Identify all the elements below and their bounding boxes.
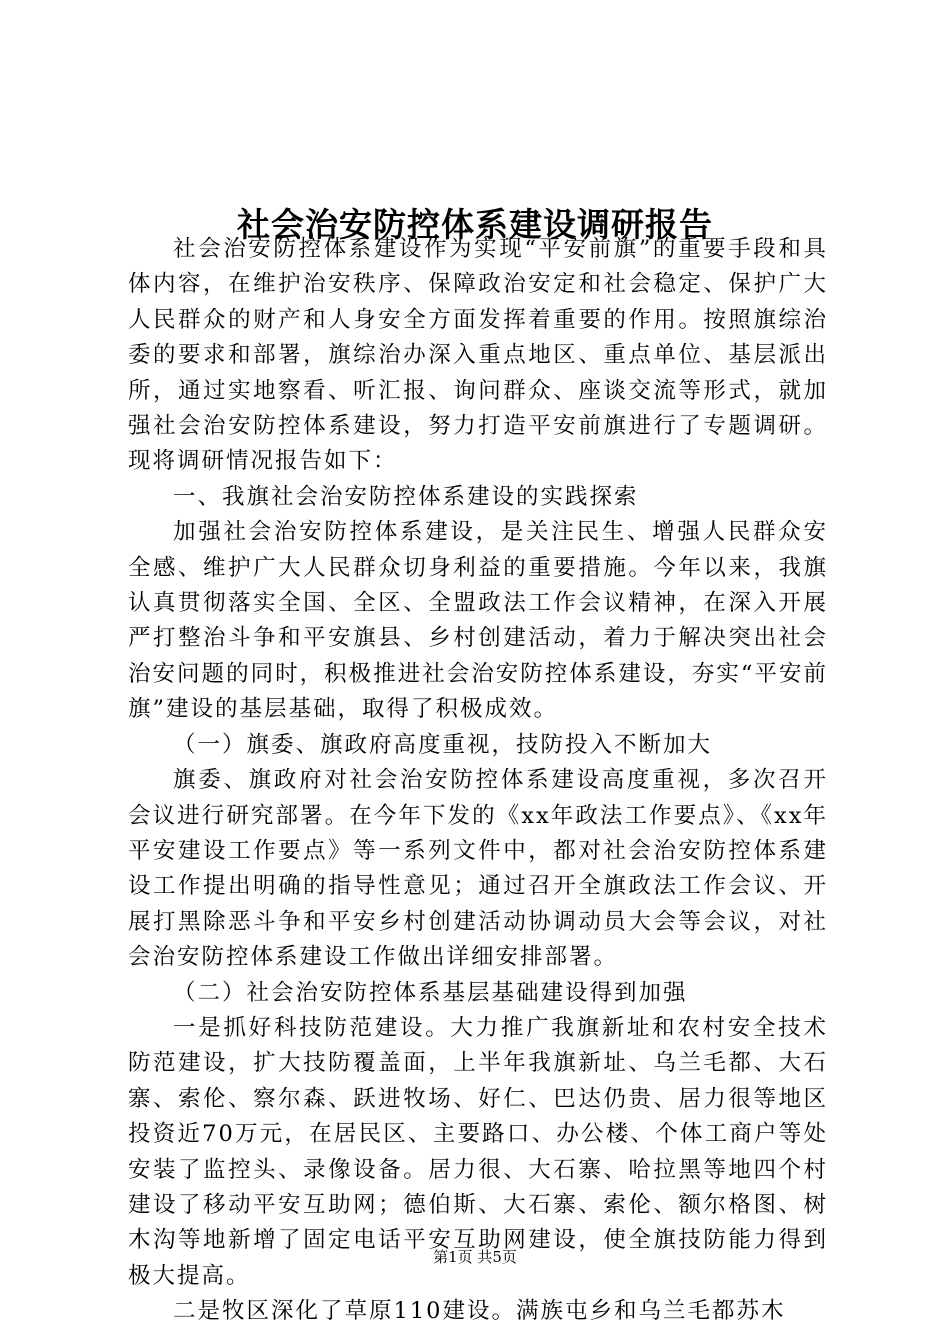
- paragraph-tech-defense: 一是抓好科技防范建设。大力推广我旗新址和农村安全技术防范建设，扩大技防覆盖面，上半年我旗新址、乌兰毛都、大石寨、索伦、察尔森、跃进牧场、好仁、巴达仍贵、居力很等地区投资近70万元，在居民区、主要路口、办公楼、个体工商户等处安装了监控头、录像设备。居力很、大石寨、哈拉黑等地四个村建设了移动平安互助网；德伯斯、大石寨、索伦、额尔格图、树木沟等地新增了固定电话平安互助网建设，使全旗技防能力得到极大提高。: [128, 1014, 828, 1289]
- paragraph-grassland-110: 二是牧区深化了草原110建设。满族屯乡和乌兰毛都苏木: [173, 1298, 786, 1325]
- paragraph-attention: 旗委、旗政府对社会治安防控体系建设高度重视，多次召开会议进行研究部署。在今年下发的《xx年政法工作要点》、《xx年平安建设工作要点》等一系列文件中，都对社会治安防控体系建设工作提出明确的指导性意见；通过召开全旗政法工作会议、开展打黑除恶斗争和平安乡村创建活动协调动员大会等会议，对社会治安防控体系建设工作做出详细安排部署。: [128, 767, 828, 971]
- subsection-heading-1: （一）旗委、旗政府高度重视，技防投入不断加大: [173, 731, 713, 758]
- document-body: [128, 232, 828, 1330]
- section-heading-1: 一、我旗社会治安防控体系建设的实践探索: [173, 483, 639, 510]
- paragraph-practice: 加强社会治安防控体系建设，是关注民生、增强人民群众安全感、维护广大人民群众切身利益的重要措施。今年以来，我旗认真贯彻落实全国、全区、全盟政法工作会议精神，在深入开展严打整治斗争和平安旗县、乡村创建活动，着力于解决突出社会治安问题的同时，积极推进社会治安防控体系建设，夯实“平安前旗”建设的基层基础，取得了积极成效。: [128, 519, 828, 723]
- subsection-heading-2: （二）社会治安防控体系基层基础建设得到加强: [173, 979, 688, 1006]
- paragraph-intro: 社会治安防控体系建设作为实现“平安前旗”的重要手段和具体内容，在维护治安秩序、保障政治安定和社会稳定、保护广大人民群众的财产和人身安全方面发挥着重要的作用。按照旗综治委的要求和部署，旗综治办深入重点地区、重点单位、基层派出所，通过实地察看、听汇报、询问群众、座谈交流等形式，就加强社会治安防控体系建设，努力打造平安前旗进行了专题调研。现将调研情况报告如下：: [128, 236, 828, 475]
- document-title: 社会治安防控体系建设调研报告: [237, 205, 713, 245]
- page-footer: 第1页 共5页: [433, 1248, 517, 1266]
